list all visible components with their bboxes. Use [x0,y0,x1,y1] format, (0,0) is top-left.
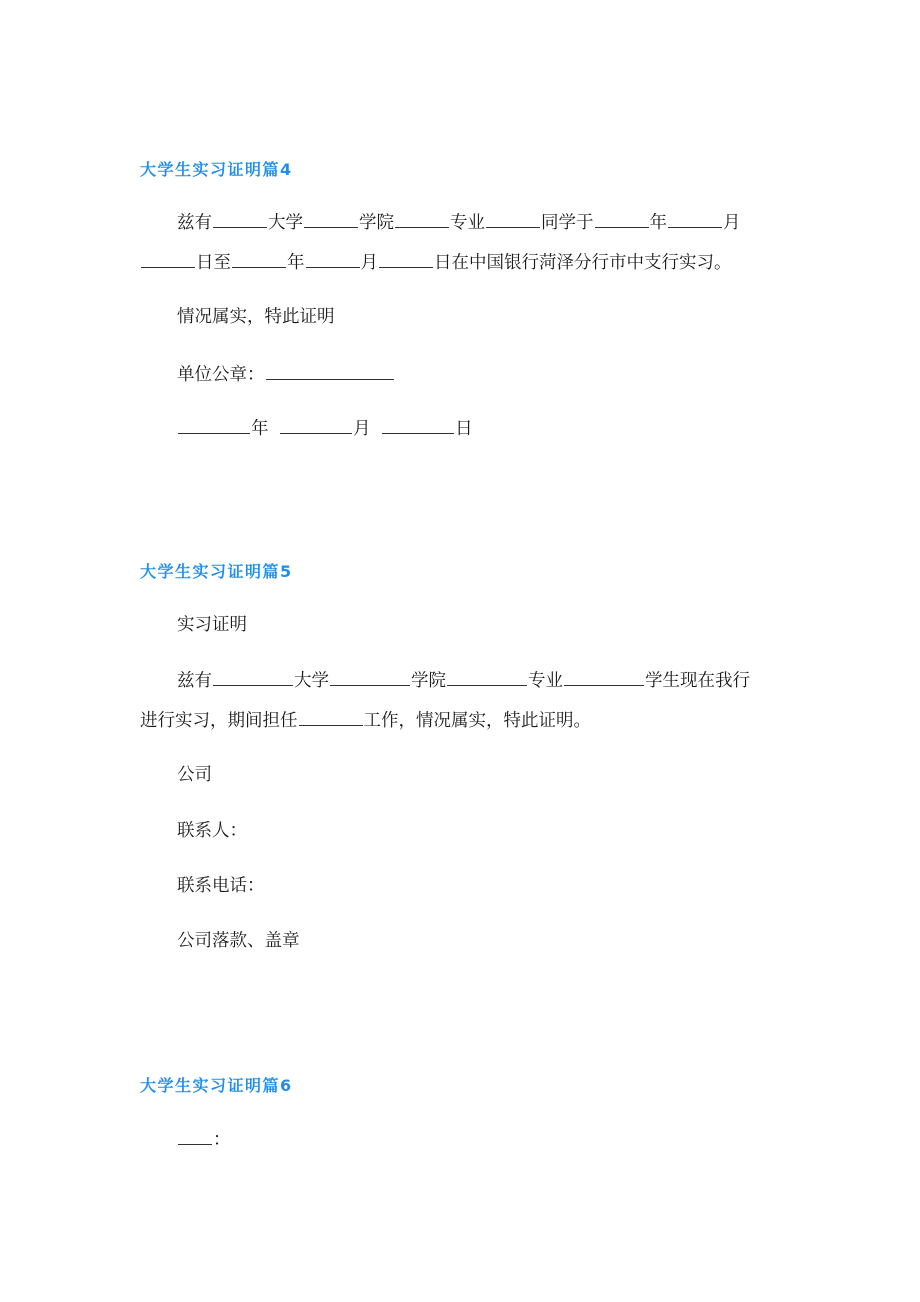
blank-field [668,211,722,228]
text: 日至 [196,253,231,273]
text: 专业 [528,671,563,691]
text: 学院 [411,671,446,691]
text: 进行实习，期间担任 [140,711,298,731]
section-heading-6: 大学生实习证明篇6 [140,1076,293,1095]
paragraph-5-line-2 [140,709,591,733]
salutation-blank [178,1128,212,1145]
paragraph-5-line-1 [177,669,750,693]
text: 兹有 [177,213,212,233]
certificate-title: 实习证明 [177,615,247,635]
text: 专业 [450,213,485,233]
date-line [177,417,473,441]
confirmation-text: 情况属实，特此证明 [177,307,335,327]
text: 月 [723,213,741,233]
text: 大学 [268,213,303,233]
blank-field [395,211,449,228]
text: 工作，情况属实，特此证明。 [363,711,591,731]
text: 年 [287,253,305,273]
paragraph-4-line-2 [140,251,732,275]
year-blank [178,417,250,434]
section-heading-5: 大学生实习证明篇5 [140,562,293,581]
contact-label: 联系人： [177,821,247,841]
company-label: 公司 [177,765,212,785]
text: 月 [360,253,378,273]
blank-field [141,251,195,268]
day-label: 日 [455,419,473,439]
text: 学生现在我行 [645,671,750,691]
colon: ： [213,1130,231,1150]
blank-field [330,669,410,686]
seal-blank-field [266,363,394,380]
text: 年 [649,213,667,233]
section-heading-4: 大学生实习证明篇4 [140,160,293,179]
seal-line [177,363,395,387]
blank-field [232,251,286,268]
blank-field [564,669,644,686]
signature-label: 公司落款、盖章 [177,931,300,951]
phone-label: 联系电话： [177,876,265,896]
blank-field [379,251,433,268]
blank-field [486,211,540,228]
seal-label: 单位公章： [177,365,265,385]
year-label: 年 [251,419,269,439]
month-blank [280,417,352,434]
blank-field [447,669,527,686]
blank-field [213,669,293,686]
text: 日在中国银行菏泽分行市中支行实习。 [434,253,732,273]
blank-field [304,211,358,228]
blank-field [306,251,360,268]
blank-field [595,211,649,228]
salutation-line [177,1128,231,1152]
text: 同学于 [541,213,594,233]
day-blank [382,417,454,434]
blank-field [299,709,363,726]
text: 学院 [359,213,394,233]
text: 兹有 [177,671,212,691]
paragraph-4-line-1 [177,211,741,235]
text: 大学 [294,671,329,691]
blank-field [213,211,267,228]
month-label: 月 [353,419,371,439]
